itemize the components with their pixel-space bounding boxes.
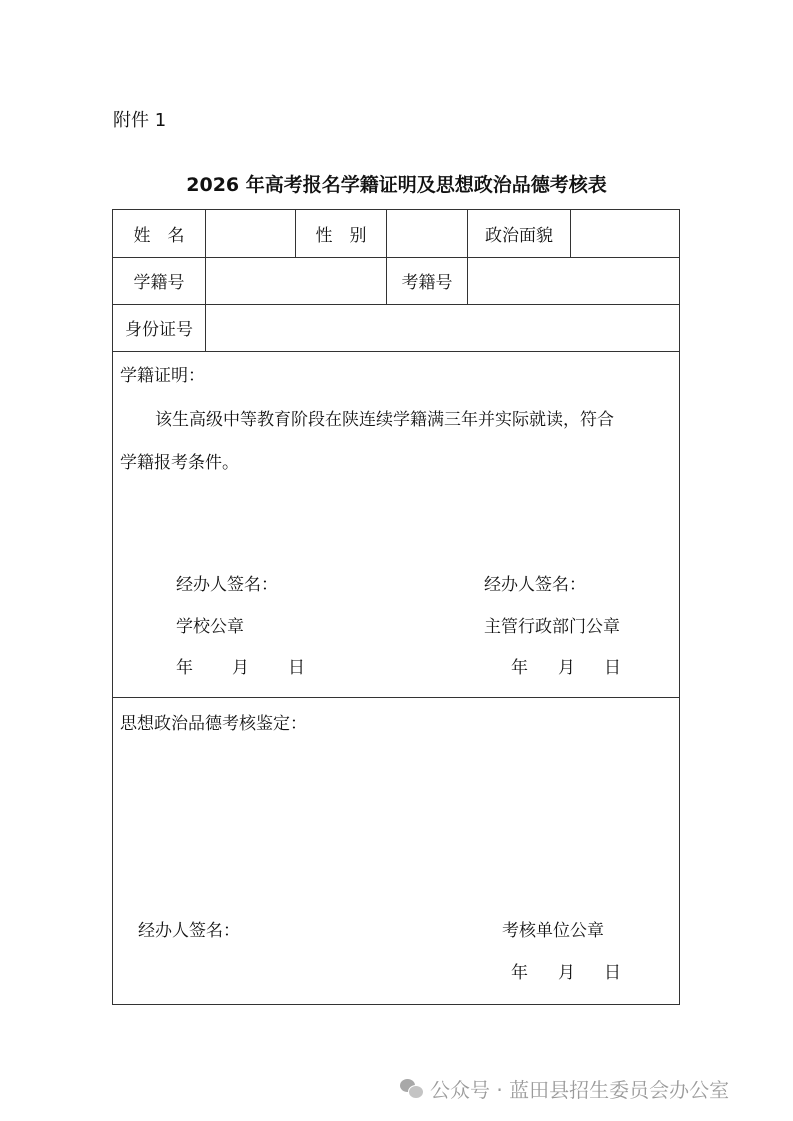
moral-heading: 思想政治品德考核鉴定： — [120, 714, 307, 734]
gender-field[interactable] — [387, 210, 468, 257]
wechat-icon — [400, 1079, 424, 1099]
moral-date-year: 年 — [511, 963, 528, 983]
moral-date-day: 日 — [604, 963, 621, 983]
moral-seal-label: 考核单位公章 — [502, 921, 604, 941]
row-basic-info — [113, 210, 679, 258]
enrollment-body-line1: 该生高级中等教育阶段在陕连续学籍满三年并实际就读，符合 — [155, 410, 614, 430]
moral-assessment-section — [113, 697, 679, 1004]
school-signer-label: 经办人签名： — [176, 575, 278, 595]
admin-date-day: 日 — [604, 658, 621, 678]
enrollment-body-line2: 学籍报考条件。 — [120, 453, 239, 473]
attachment-label: 附件 1 — [113, 110, 167, 131]
enrollment-heading: 学籍证明： — [120, 366, 205, 386]
admin-date-year: 年 — [511, 658, 528, 678]
enrollment-certification-section — [113, 351, 679, 698]
school-date-day: 日 — [288, 658, 305, 678]
school-date-year: 年 — [176, 658, 193, 678]
assessment-form — [112, 209, 680, 1005]
watermark-text: 公众号 · 蓝田县招生委员会办公室 — [430, 1078, 730, 1102]
school-date-month: 月 — [232, 658, 249, 678]
name-label: 姓 名 — [113, 210, 206, 257]
id-card-label: 身份证号 — [113, 304, 206, 351]
id-card-field[interactable] — [206, 304, 679, 351]
document-title: 2026 年高考报名学籍证明及思想政治品德考核表 — [186, 174, 607, 196]
political-field[interactable] — [571, 210, 679, 257]
gender-label: 性 别 — [296, 210, 387, 257]
student-id-label: 学籍号 — [113, 257, 206, 304]
political-label: 政治面貌 — [468, 210, 571, 257]
admin-date-month: 月 — [558, 658, 575, 678]
row-id-card — [113, 304, 679, 352]
exam-id-label: 考籍号 — [387, 257, 468, 304]
student-id-field[interactable] — [206, 257, 387, 304]
moral-signer-label: 经办人签名： — [138, 921, 240, 941]
exam-id-field[interactable] — [468, 257, 679, 304]
school-seal-label: 学校公章 — [176, 617, 244, 637]
admin-signer-label: 经办人签名： — [484, 575, 586, 595]
admin-seal-label: 主管行政部门公章 — [484, 617, 620, 637]
row-registration-ids — [113, 257, 679, 305]
moral-date-month: 月 — [558, 963, 575, 983]
watermark — [400, 1074, 729, 1103]
name-field[interactable] — [206, 210, 296, 257]
